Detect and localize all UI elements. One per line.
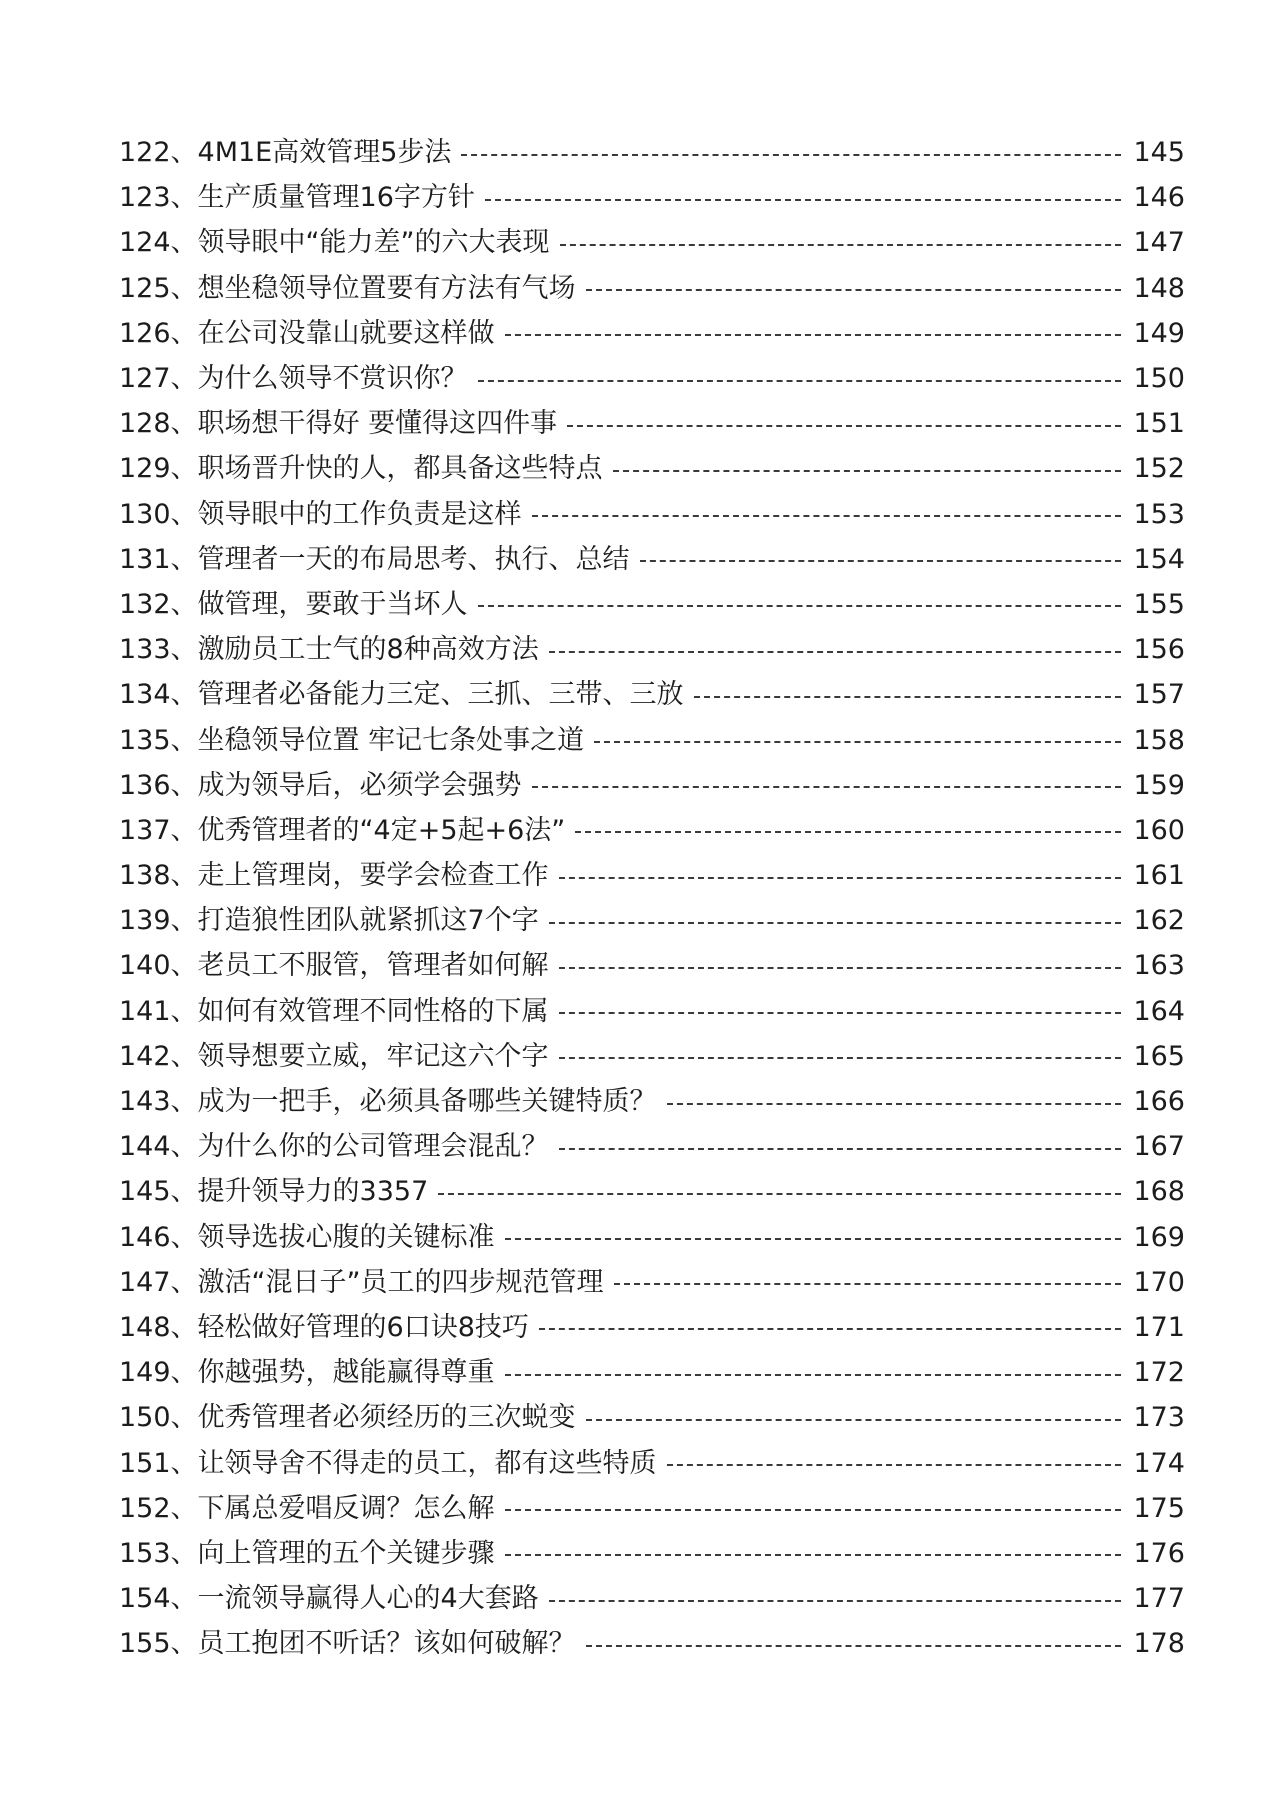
toc-entry-title: 134、管理者必备能力三定、三抓、三带、三放 [119,679,684,711]
toc-entry-title: 127、为什么领导不赏识你？ [119,363,468,395]
toc-entry-title: 155、员工抱团不听话？该如何破解？ [119,1628,576,1660]
toc-entry-page-number: 154 [1133,543,1185,575]
toc-entry-title: 147、激活“混日子”员工的四步规范管理 [119,1266,604,1298]
toc-entry[interactable] [119,1124,1185,1169]
toc-entry-title: 140、老员工不服管，管理者如何解 [119,950,549,982]
dotted-leader [560,244,1121,246]
toc-entry-title: 135、坐稳领导位置 牢记七条处事之道 [119,724,585,756]
dotted-leader [559,877,1121,879]
toc-entry-page-number: 156 [1133,634,1185,666]
toc-entry-page-number: 160 [1133,814,1185,846]
toc-entry-title: 151、让领导舍不得走的员工，都有这些特质 [119,1447,657,1479]
dotted-leader [586,1419,1121,1421]
toc-entry-title: 148、轻松做好管理的6口诀8技巧 [119,1311,529,1343]
toc-entry[interactable] [119,1215,1185,1260]
toc-entry[interactable] [119,627,1185,672]
dotted-leader [461,154,1121,156]
toc-entry-page-number: 171 [1133,1311,1185,1343]
dotted-leader [532,515,1121,517]
toc-entry-page-number: 174 [1133,1447,1185,1479]
toc-entry[interactable] [119,1169,1185,1214]
dotted-leader [539,1328,1121,1330]
toc-entry-page-number: 146 [1133,182,1185,214]
toc-entry[interactable] [119,401,1185,446]
toc-entry[interactable] [119,1079,1185,1124]
toc-entry-title: 133、激励员工士气的8种高效方法 [119,634,539,666]
toc-entry-title: 154、一流领导赢得人心的4大套路 [119,1583,539,1615]
toc-entry-page-number: 147 [1133,227,1185,259]
toc-entry-page-number: 164 [1133,995,1185,1027]
toc-entry-page-number: 151 [1133,408,1185,440]
toc-entry-page-number: 149 [1133,317,1185,349]
toc-entry-title: 152、下属总爱唱反调？怎么解 [119,1492,495,1524]
dotted-leader [567,425,1121,427]
toc-entry-title: 130、领导眼中的工作负责是这样 [119,498,522,530]
dotted-leader [478,380,1121,382]
dotted-leader [640,560,1121,562]
toc-entry-page-number: 159 [1133,769,1185,801]
toc-entry[interactable] [119,446,1185,491]
toc-entry-page-number: 176 [1133,1537,1185,1569]
toc-entry-title: 143、成为一把手，必须具备哪些关键特质？ [119,1086,657,1118]
toc-entry[interactable] [119,130,1185,175]
toc-entry[interactable] [119,492,1185,537]
toc-entry-page-number: 166 [1133,1086,1185,1118]
toc-entry[interactable] [119,582,1185,627]
toc-entry-page-number: 155 [1133,588,1185,620]
toc-entry-page-number: 175 [1133,1492,1185,1524]
toc-entry-page-number: 158 [1133,724,1185,756]
toc-entry-page-number: 153 [1133,498,1185,530]
toc-entry-title: 145、提升领导力的3357 [119,1176,429,1208]
toc-entry-title: 137、优秀管理者的“4定+5起+6法” [119,814,566,846]
toc-entry[interactable] [119,1350,1185,1395]
toc-entry[interactable] [119,717,1185,762]
toc-entry-page-number: 162 [1133,905,1185,937]
toc-entry-page-number: 177 [1133,1583,1185,1615]
toc-entry[interactable] [119,989,1185,1034]
dotted-leader [694,696,1121,698]
toc-entry-page-number: 173 [1133,1402,1185,1434]
toc-entry[interactable] [119,853,1185,898]
dotted-leader [559,1057,1121,1059]
toc-entry-page-number: 157 [1133,679,1185,711]
toc-entry[interactable] [119,1531,1185,1576]
toc-entry-page-number: 161 [1133,860,1185,892]
toc-entry[interactable] [119,898,1185,943]
dotted-leader [549,1600,1121,1602]
toc-entry-title: 141、如何有效管理不同性格的下属 [119,995,549,1027]
toc-entry-title: 125、想坐稳领导位置要有方法有气场 [119,272,576,304]
dotted-leader [505,1238,1121,1240]
toc-entry[interactable] [119,808,1185,853]
dotted-leader [559,1012,1121,1014]
toc-entry[interactable] [119,1621,1185,1666]
toc-entry-title: 142、领导想要立威，牢记这六个字 [119,1040,549,1072]
toc-entry-title: 122、4M1E高效管理5步法 [119,137,452,169]
toc-entry-page-number: 170 [1133,1266,1185,1298]
toc-entry-page-number: 152 [1133,453,1185,485]
toc-entry-page-number: 145 [1133,137,1185,169]
toc-entry-title: 136、成为领导后，必须学会强势 [119,769,522,801]
toc-entry-title: 153、向上管理的五个关键步骤 [119,1537,495,1569]
dotted-leader [613,470,1121,472]
toc-entry[interactable] [119,1305,1185,1350]
dotted-leader [549,651,1121,653]
toc-entry[interactable] [119,537,1185,582]
dotted-leader [575,831,1121,833]
toc-entry-page-number: 169 [1133,1221,1185,1253]
toc-entry-title: 126、在公司没靠山就要这样做 [119,317,495,349]
toc-entry-title: 131、管理者一天的布局思考、执行、总结 [119,543,630,575]
toc-entry[interactable] [119,1576,1185,1621]
toc-entry-page-number: 168 [1133,1176,1185,1208]
toc-entry-page-number: 150 [1133,363,1185,395]
dotted-leader [532,786,1121,788]
toc-entry[interactable] [119,1260,1185,1305]
toc-entry-page-number: 172 [1133,1357,1185,1389]
dotted-leader [586,1645,1121,1647]
table-of-contents [119,130,1185,1666]
dotted-leader [549,922,1121,924]
dotted-leader [559,967,1121,969]
toc-entry-title: 150、优秀管理者必须经历的三次蜕变 [119,1402,576,1434]
toc-entry[interactable] [119,1486,1185,1531]
dotted-leader [667,1464,1121,1466]
toc-entry-page-number: 167 [1133,1131,1185,1163]
toc-entry[interactable] [119,220,1185,265]
dotted-leader [667,1103,1121,1105]
dotted-leader [478,605,1121,607]
toc-entry-page-number: 148 [1133,272,1185,304]
toc-entry[interactable] [119,672,1185,717]
toc-entry[interactable] [119,1440,1185,1485]
dotted-leader [505,1374,1121,1376]
dotted-leader [485,199,1121,201]
toc-entry-page-number: 163 [1133,950,1185,982]
toc-entry[interactable] [119,763,1185,808]
toc-entry[interactable] [119,943,1185,988]
toc-entry-title: 124、领导眼中“能力差”的六大表现 [119,227,550,259]
dotted-leader [614,1283,1121,1285]
dotted-leader [505,334,1121,336]
toc-entry-title: 149、你越强势，越能赢得尊重 [119,1357,495,1389]
dotted-leader [505,1554,1121,1556]
toc-entry-title: 146、领导选拔心腹的关键标准 [119,1221,495,1253]
toc-entry-title: 139、打造狼性团队就紧抓这7个字 [119,905,539,937]
toc-entry[interactable] [119,356,1185,401]
toc-entry-title: 129、职场晋升快的人，都具备这些特点 [119,453,603,485]
toc-entry-title: 128、职场想干得好 要懂得这四件事 [119,408,558,440]
toc-entry[interactable] [119,1395,1185,1440]
dotted-leader [559,1148,1121,1150]
toc-entry[interactable] [119,311,1185,356]
toc-entry-page-number: 165 [1133,1040,1185,1072]
toc-entry-page-number: 178 [1133,1628,1185,1660]
toc-entry-title: 123、生产质量管理16字方针 [119,182,475,214]
dotted-leader [594,741,1121,743]
toc-entry[interactable] [119,266,1185,311]
dotted-leader [586,289,1121,291]
dotted-leader [438,1193,1121,1195]
toc-entry[interactable] [119,1034,1185,1079]
toc-entry-title: 144、为什么你的公司管理会混乱？ [119,1131,549,1163]
toc-entry-title: 138、走上管理岗，要学会检查工作 [119,860,549,892]
dotted-leader [505,1509,1121,1511]
toc-entry-title: 132、做管理，要敢于当坏人 [119,588,468,620]
toc-entry[interactable] [119,175,1185,220]
